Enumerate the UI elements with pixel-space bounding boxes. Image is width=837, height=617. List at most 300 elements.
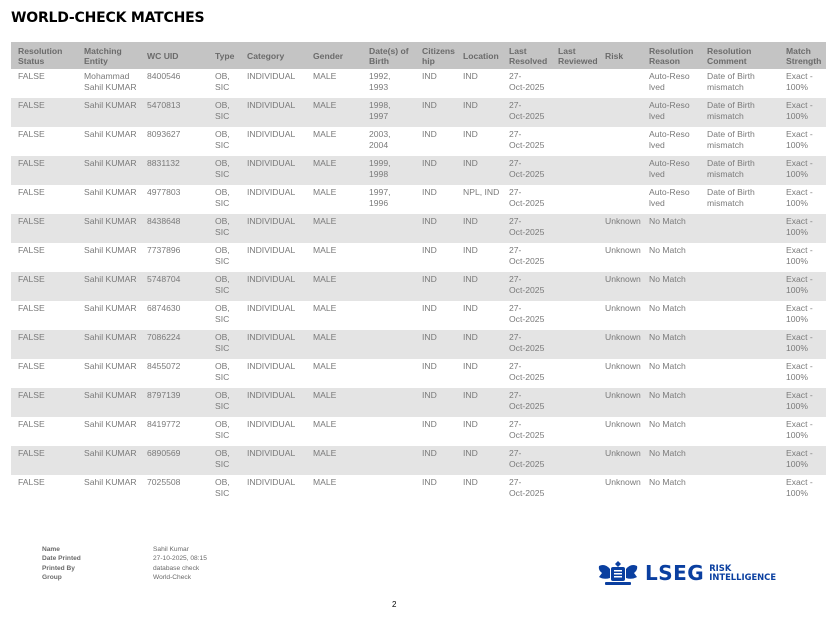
header-line: Category: [247, 50, 285, 61]
table-row: [11, 301, 826, 330]
cell-resolution-comment: [700, 330, 779, 359]
cell-location: [456, 417, 502, 446]
cell-resolution-status: [11, 475, 77, 504]
cell-line: 100%: [786, 313, 808, 324]
cell-line: INDIVIDUAL: [247, 274, 296, 284]
cell-last-resolved: [502, 301, 551, 330]
cell-line: IND: [463, 477, 478, 487]
header-line: Citizens: [422, 45, 455, 56]
cell-line: 100%: [786, 197, 808, 208]
cell-line: Auto-Reso: [649, 100, 690, 110]
cell-matching-entity: [77, 388, 140, 417]
cell-line: IND: [422, 419, 437, 429]
cell-category: [240, 475, 306, 504]
header-match-strength: [779, 42, 826, 69]
cell-line: Exact -: [786, 71, 813, 81]
cell-line: MALE: [313, 71, 337, 81]
cell-citizenship: [415, 69, 456, 98]
cell-line: Sahil KUMAR: [84, 129, 137, 139]
cell-line: MALE: [313, 274, 337, 284]
cell-line: lved: [649, 168, 665, 179]
cell-risk: [598, 272, 642, 301]
cell-resolution-comment: [700, 127, 779, 156]
cell-resolution-comment: [700, 243, 779, 272]
cell-matching-entity: [77, 330, 140, 359]
cell-last-resolved: [502, 185, 551, 214]
cell-matching-entity: [77, 359, 140, 388]
page-title: WORLD-CHECK MATCHES: [11, 10, 205, 26]
cell-gender: [306, 98, 362, 127]
cell-line: IND: [422, 303, 437, 313]
cell-line: 100%: [786, 342, 808, 353]
cell-last-reviewed: [551, 475, 598, 504]
header-line: Status: [18, 55, 45, 66]
cell-line: Exact -: [786, 419, 813, 429]
cell-line: INDIVIDUAL: [247, 245, 296, 255]
cell-line: FALSE: [18, 129, 45, 139]
cell-line: OB,: [215, 71, 230, 81]
header-line: hip: [422, 55, 435, 66]
cell-resolution-status: [11, 446, 77, 475]
cell-risk: [598, 69, 642, 98]
cell-location: [456, 69, 502, 98]
cell-line: 8831132: [147, 158, 180, 168]
cell-line: MALE: [313, 477, 337, 487]
cell-dates-of-birth: [362, 127, 415, 156]
table-row: [11, 243, 826, 272]
date-printed-value: 27-10-2025, 08:15: [153, 555, 207, 563]
cell-line: 8093627: [147, 129, 181, 139]
cell-line: Oct-2025: [509, 226, 545, 237]
cell-line: Exact -: [786, 303, 813, 313]
cell-line: IND: [422, 332, 437, 342]
cell-gender: [306, 156, 362, 185]
printed-by-value: database check: [153, 564, 200, 572]
cell-line: FALSE: [18, 477, 45, 487]
cell-line: FALSE: [18, 187, 45, 197]
cell-matching-entity: [77, 127, 140, 156]
cell-line: SIC: [215, 139, 230, 150]
cell-line: INDIVIDUAL: [247, 477, 296, 487]
header-line: WC UID: [147, 50, 179, 61]
cell-line: mismatch: [707, 81, 744, 92]
cell-line: Exact -: [786, 100, 813, 110]
cell-last-reviewed: [551, 446, 598, 475]
cell-line: Exact -: [786, 332, 813, 342]
footer-date-row: [42, 554, 207, 563]
cell-line: Oct-2025: [509, 342, 545, 353]
lseg-sub-text: [709, 564, 776, 581]
header-line: Last: [558, 45, 576, 56]
cell-line: Oct-2025: [509, 110, 545, 121]
cell-line: 100%: [786, 81, 808, 92]
cell-line: IND: [422, 158, 437, 168]
cell-line: Auto-Reso: [649, 187, 690, 197]
cell-resolution-comment: [700, 417, 779, 446]
cell-dates-of-birth: [362, 446, 415, 475]
cell-match-strength: [779, 446, 826, 475]
cell-line: lved: [649, 81, 665, 92]
cell-resolution-status: [11, 156, 77, 185]
cell-line: Sahil KUMAR: [84, 81, 137, 92]
cell-line: SIC: [215, 226, 230, 237]
cell-location: [456, 127, 502, 156]
cell-type: [208, 185, 240, 214]
cell-matching-entity: [77, 301, 140, 330]
header-resolution-status: [11, 42, 77, 69]
cell-last-reviewed: [551, 185, 598, 214]
cell-line: 27-: [509, 419, 522, 429]
cell-line: MALE: [313, 332, 337, 342]
cell-citizenship: [415, 388, 456, 417]
cell-line: 27-: [509, 100, 522, 110]
cell-match-strength: [779, 272, 826, 301]
cell-line: Unknown: [605, 477, 641, 487]
cell-line: Sahil KUMAR: [84, 158, 137, 168]
cell-line: OB,: [215, 332, 230, 342]
cell-line: Oct-2025: [509, 371, 545, 382]
cell-match-strength: [779, 388, 826, 417]
cell-type: [208, 446, 240, 475]
cell-wc-uid: [140, 214, 208, 243]
cell-line: 6890569: [147, 448, 181, 458]
cell-line: No Match: [649, 361, 686, 371]
cell-gender: [306, 69, 362, 98]
cell-wc-uid: [140, 127, 208, 156]
cell-category: [240, 185, 306, 214]
cell-line: IND: [422, 274, 437, 284]
cell-resolution-status: [11, 98, 77, 127]
cell-match-strength: [779, 185, 826, 214]
table-row: [11, 214, 826, 243]
cell-line: No Match: [649, 332, 686, 342]
cell-dates-of-birth: [362, 156, 415, 185]
cell-line: Oct-2025: [509, 400, 545, 411]
cell-line: NPL, IND: [463, 187, 500, 197]
cell-last-reviewed: [551, 69, 598, 98]
header-line: Last: [509, 45, 527, 56]
cell-match-strength: [779, 330, 826, 359]
cell-line: 100%: [786, 255, 808, 266]
cell-line: Sahil KUMAR: [84, 100, 137, 110]
cell-match-strength: [779, 417, 826, 446]
cell-line: FALSE: [18, 390, 45, 400]
cell-line: 2003,: [369, 129, 391, 139]
header-line: Location: [463, 50, 499, 61]
header-category: [240, 42, 306, 69]
cell-matching-entity: [77, 185, 140, 214]
cell-line: IND: [463, 245, 478, 255]
cell-line: No Match: [649, 216, 686, 226]
cell-line: SIC: [215, 313, 230, 324]
cell-line: OB,: [215, 390, 230, 400]
cell-line: IND: [463, 129, 478, 139]
cell-risk: [598, 359, 642, 388]
cell-line: Exact -: [786, 129, 813, 139]
cell-match-strength: [779, 127, 826, 156]
cell-match-strength: [779, 69, 826, 98]
header-line: Strength: [786, 55, 822, 66]
cell-line: Sahil KUMAR: [84, 419, 137, 429]
cell-location: [456, 243, 502, 272]
header-line: Resolution: [707, 45, 752, 56]
page-number: 2: [392, 600, 397, 609]
cell-line: 1997,: [369, 187, 391, 197]
cell-line: Unknown: [605, 274, 641, 284]
header-line: Resolved: [509, 55, 548, 66]
cell-line: Sahil KUMAR: [84, 477, 137, 487]
cell-line: SIC: [215, 197, 230, 208]
cell-match-strength: [779, 243, 826, 272]
cell-line: lved: [649, 110, 665, 121]
cell-line: IND: [422, 477, 437, 487]
cell-gender: [306, 272, 362, 301]
cell-line: IND: [463, 303, 478, 313]
cell-resolution-status: [11, 214, 77, 243]
cell-citizenship: [415, 127, 456, 156]
cell-resolution-status: [11, 243, 77, 272]
cell-gender: [306, 475, 362, 504]
cell-category: [240, 127, 306, 156]
cell-resolution-reason: [642, 301, 700, 330]
table-row: [11, 185, 826, 214]
cell-line: Unknown: [605, 245, 641, 255]
cell-line: OB,: [215, 216, 230, 226]
cell-line: IND: [422, 187, 437, 197]
cell-risk: [598, 243, 642, 272]
cell-line: INDIVIDUAL: [247, 332, 296, 342]
cell-dates-of-birth: [362, 98, 415, 127]
cell-line: OB,: [215, 448, 230, 458]
cell-gender: [306, 446, 362, 475]
cell-line: IND: [463, 274, 478, 284]
cell-line: OB,: [215, 274, 230, 284]
cell-line: FALSE: [18, 332, 45, 342]
cell-matching-entity: [77, 272, 140, 301]
cell-line: Oct-2025: [509, 168, 545, 179]
cell-line: 8797139: [147, 390, 181, 400]
cell-last-resolved: [502, 330, 551, 359]
cell-line: 8455072: [147, 361, 181, 371]
cell-line: Exact -: [786, 477, 813, 487]
cell-resolution-reason: [642, 359, 700, 388]
cell-line: Oct-2025: [509, 313, 545, 324]
cell-line: Date of Birth: [707, 71, 755, 81]
cell-location: [456, 185, 502, 214]
cell-line: FALSE: [18, 71, 45, 81]
cell-risk: [598, 417, 642, 446]
cell-citizenship: [415, 359, 456, 388]
header-resolution-reason: [642, 42, 700, 69]
cell-wc-uid: [140, 243, 208, 272]
cell-dates-of-birth: [362, 69, 415, 98]
cell-line: 6874630: [147, 303, 181, 313]
cell-citizenship: [415, 475, 456, 504]
cell-line: Oct-2025: [509, 284, 545, 295]
cell-match-strength: [779, 214, 826, 243]
cell-line: No Match: [649, 419, 686, 429]
cell-resolution-status: [11, 272, 77, 301]
cell-gender: [306, 388, 362, 417]
lseg-crest-icon: [597, 560, 639, 586]
cell-line: 27-: [509, 332, 522, 342]
cell-match-strength: [779, 475, 826, 504]
cell-resolution-comment: [700, 388, 779, 417]
cell-line: FALSE: [18, 158, 45, 168]
cell-line: IND: [463, 332, 478, 342]
cell-category: [240, 156, 306, 185]
cell-category: [240, 98, 306, 127]
cell-wc-uid: [140, 98, 208, 127]
cell-wc-uid: [140, 446, 208, 475]
cell-line: IND: [422, 129, 437, 139]
cell-citizenship: [415, 185, 456, 214]
header-location: [456, 42, 502, 69]
cell-wc-uid: [140, 417, 208, 446]
cell-line: Exact -: [786, 390, 813, 400]
cell-line: Exact -: [786, 448, 813, 458]
cell-line: Oct-2025: [509, 255, 545, 266]
cell-line: IND: [422, 100, 437, 110]
cell-resolution-status: [11, 359, 77, 388]
cell-line: OB,: [215, 419, 230, 429]
cell-line: MALE: [313, 158, 337, 168]
cell-line: FALSE: [18, 216, 45, 226]
cell-resolution-comment: [700, 156, 779, 185]
cell-line: INDIVIDUAL: [247, 129, 296, 139]
cell-line: Auto-Reso: [649, 71, 690, 81]
cell-line: Date of Birth: [707, 129, 755, 139]
lseg-sub-line1: RISK: [709, 563, 732, 574]
cell-line: MALE: [313, 303, 337, 313]
header-line: Resolution: [649, 45, 694, 56]
cell-type: [208, 330, 240, 359]
cell-resolution-status: [11, 388, 77, 417]
cell-line: INDIVIDUAL: [247, 71, 296, 81]
header-resolution-comment: [700, 42, 779, 69]
cell-line: MALE: [313, 448, 337, 458]
cell-line: Unknown: [605, 216, 641, 226]
cell-last-reviewed: [551, 156, 598, 185]
header-line: Gender: [313, 50, 344, 61]
cell-line: FALSE: [18, 361, 45, 371]
footer-name-row: [42, 545, 207, 554]
cell-line: OB,: [215, 187, 230, 197]
header-line: Risk: [605, 50, 624, 61]
cell-line: SIC: [215, 110, 230, 121]
cell-category: [240, 359, 306, 388]
cell-dates-of-birth: [362, 243, 415, 272]
cell-dates-of-birth: [362, 475, 415, 504]
cell-line: FALSE: [18, 274, 45, 284]
cell-line: Exact -: [786, 158, 813, 168]
header-line: Date(s) of: [369, 45, 409, 56]
cell-matching-entity: [77, 446, 140, 475]
cell-resolution-comment: [700, 214, 779, 243]
cell-line: MALE: [313, 216, 337, 226]
cell-risk: [598, 301, 642, 330]
cell-dates-of-birth: [362, 359, 415, 388]
cell-line: 8438648: [147, 216, 181, 226]
cell-line: mismatch: [707, 197, 744, 208]
lseg-logo: [597, 560, 776, 586]
cell-resolution-status: [11, 417, 77, 446]
cell-risk: [598, 156, 642, 185]
cell-risk: [598, 214, 642, 243]
cell-line: Exact -: [786, 361, 813, 371]
cell-wc-uid: [140, 330, 208, 359]
cell-gender: [306, 127, 362, 156]
cell-citizenship: [415, 417, 456, 446]
cell-citizenship: [415, 98, 456, 127]
cell-matching-entity: [77, 69, 140, 98]
header-risk: [598, 42, 642, 69]
cell-resolution-comment: [700, 69, 779, 98]
cell-matching-entity: [77, 243, 140, 272]
cell-last-reviewed: [551, 98, 598, 127]
cell-line: MALE: [313, 129, 337, 139]
cell-line: INDIVIDUAL: [247, 419, 296, 429]
table-row: [11, 98, 826, 127]
cell-line: Unknown: [605, 303, 641, 313]
cell-line: SIC: [215, 400, 230, 411]
cell-line: FALSE: [18, 419, 45, 429]
cell-line: FALSE: [18, 245, 45, 255]
cell-matching-entity: [77, 156, 140, 185]
cell-last-resolved: [502, 417, 551, 446]
cell-line: INDIVIDUAL: [247, 390, 296, 400]
cell-citizenship: [415, 243, 456, 272]
cell-line: Sahil KUMAR: [84, 303, 137, 313]
cell-line: 7086224: [147, 332, 181, 342]
footer-group-row: [42, 573, 207, 582]
cell-line: IND: [422, 361, 437, 371]
header-line: Comment: [707, 55, 747, 66]
cell-citizenship: [415, 156, 456, 185]
cell-citizenship: [415, 214, 456, 243]
cell-resolution-comment: [700, 359, 779, 388]
cell-line: FALSE: [18, 303, 45, 313]
group-value: World-Check: [153, 574, 191, 582]
cell-resolution-reason: [642, 185, 700, 214]
header-gender: [306, 42, 362, 69]
cell-last-reviewed: [551, 359, 598, 388]
cell-line: Oct-2025: [509, 487, 545, 498]
cell-resolution-reason: [642, 127, 700, 156]
table-row: [11, 475, 826, 504]
cell-resolution-status: [11, 127, 77, 156]
cell-location: [456, 359, 502, 388]
cell-line: SIC: [215, 487, 230, 498]
table-header-row: [11, 42, 826, 69]
name-label: Name: [42, 546, 60, 553]
cell-line: SIC: [215, 429, 230, 440]
cell-line: SIC: [215, 342, 230, 353]
cell-type: [208, 214, 240, 243]
cell-type: [208, 475, 240, 504]
cell-matching-entity: [77, 214, 140, 243]
cell-category: [240, 417, 306, 446]
cell-resolution-reason: [642, 388, 700, 417]
cell-line: Mohammad: [84, 71, 130, 81]
cell-line: No Match: [649, 390, 686, 400]
cell-line: 1998,: [369, 100, 391, 110]
cell-line: 1992,: [369, 71, 391, 81]
cell-line: 100%: [786, 139, 808, 150]
cell-matching-entity: [77, 475, 140, 504]
cell-resolution-reason: [642, 98, 700, 127]
cell-resolution-reason: [642, 272, 700, 301]
